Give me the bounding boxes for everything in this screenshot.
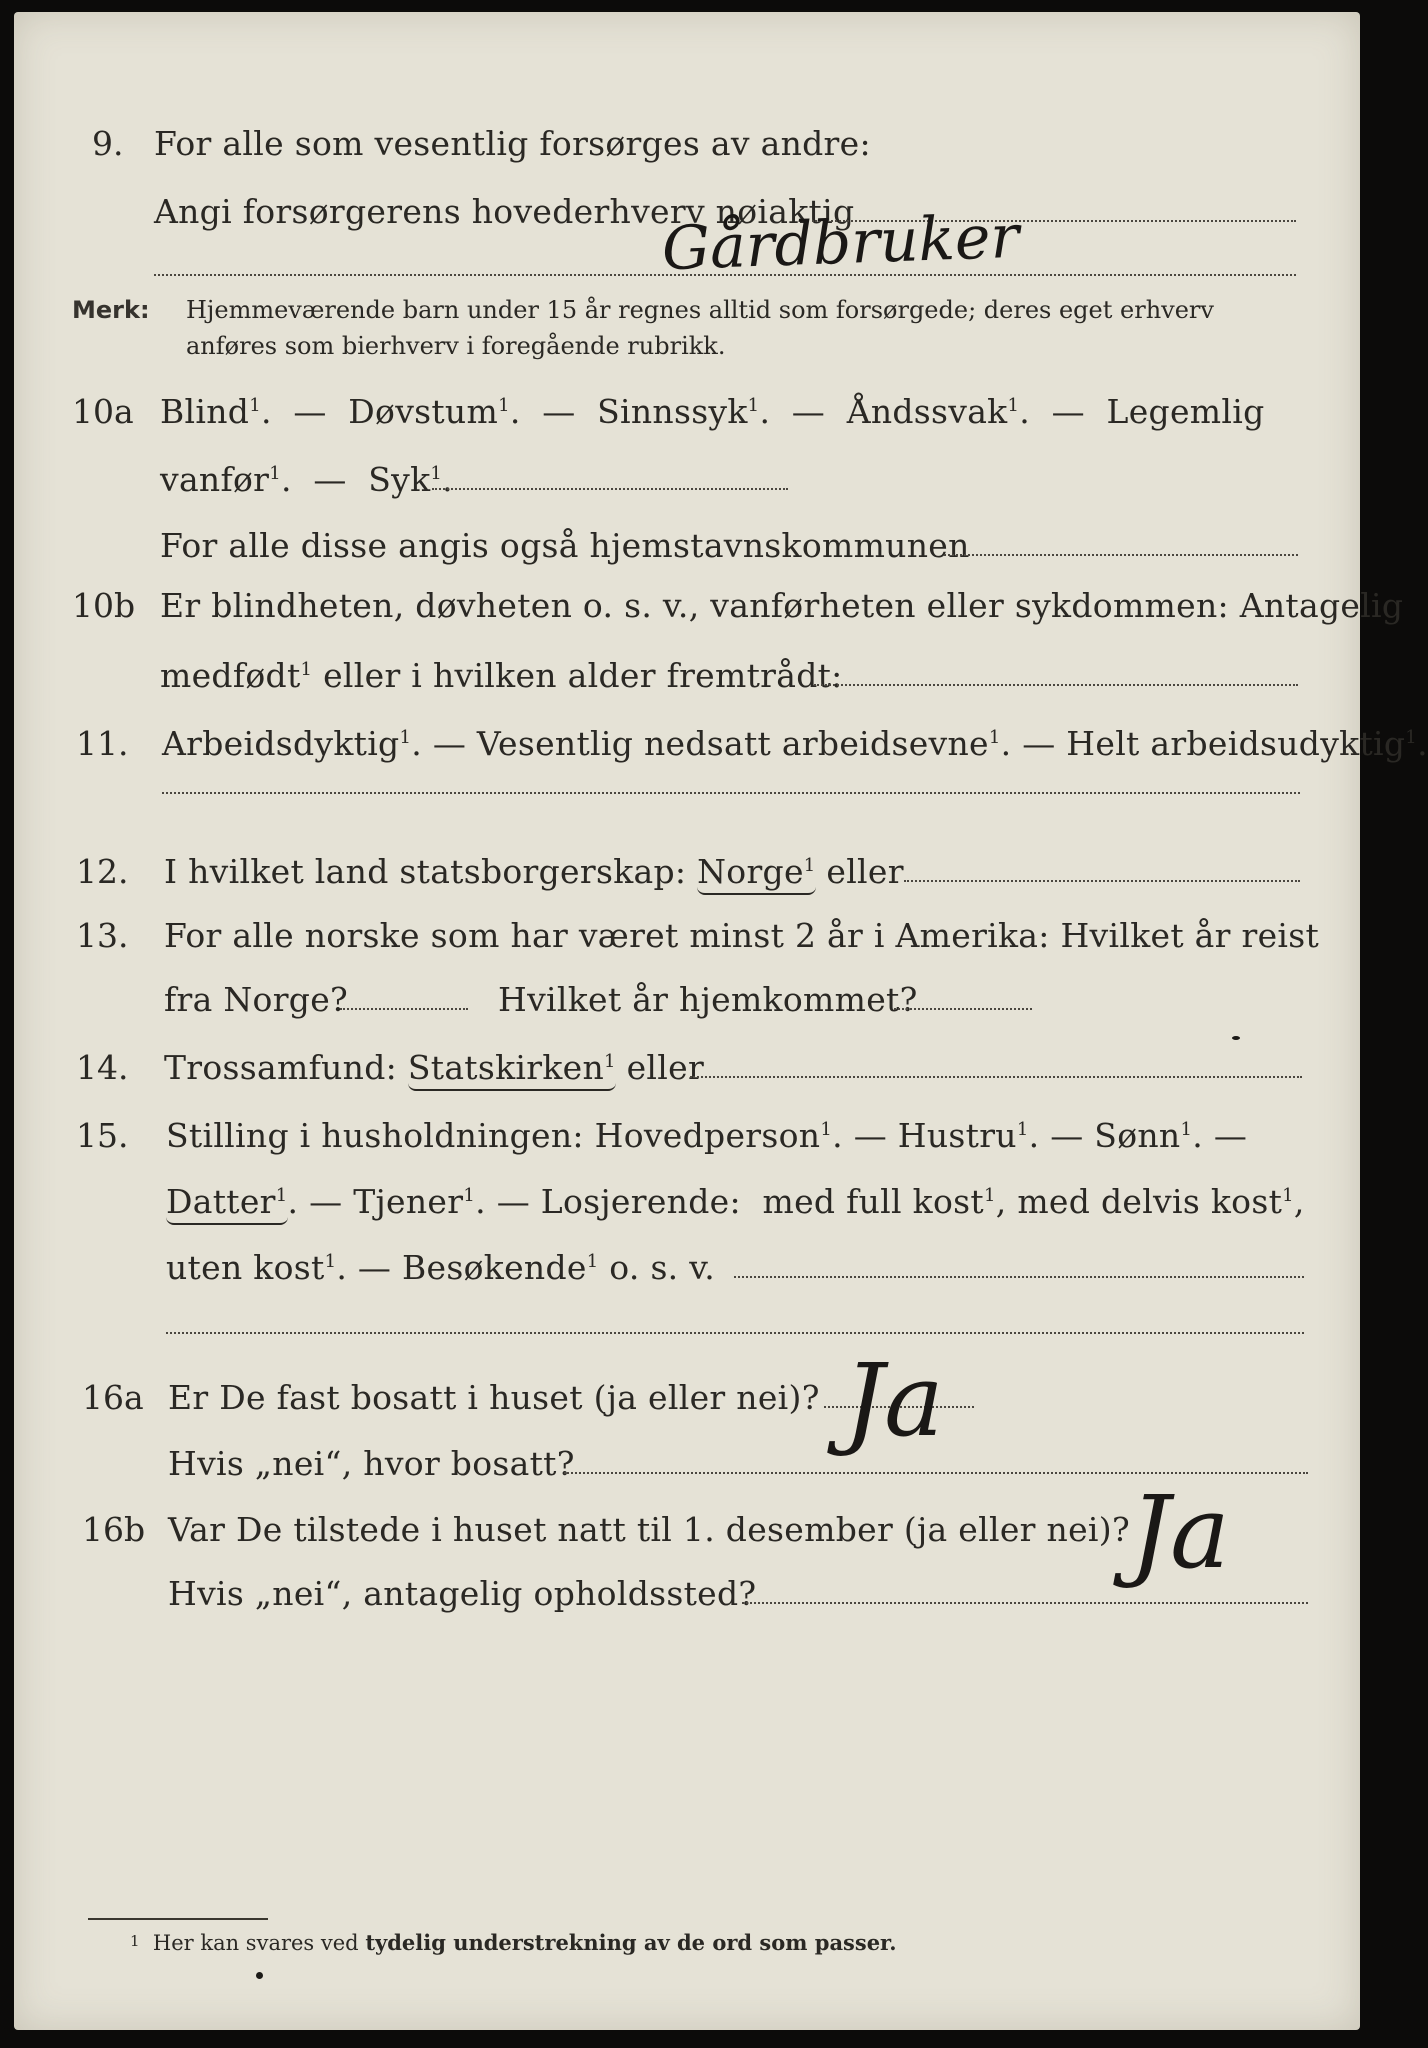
q14-eller: eller: [626, 1048, 705, 1087]
q13-fra: fra Norge?: [164, 980, 349, 1019]
q9-handwritten-answer: Gårdbruker: [660, 201, 1021, 285]
footnote-mark: 1: [130, 1932, 140, 1950]
merk-label: Merk:: [72, 296, 150, 324]
q10a-legemlig: Legemlig: [1106, 392, 1265, 431]
q11-number: 11.: [76, 724, 129, 763]
q15-losjerende: Losjerende:: [540, 1182, 741, 1221]
q10a-syk: Syk: [368, 460, 431, 499]
q15-line1: Stilling i husholdningen: Hovedperson$^1$. — Hustru$^1$. — Sønn$^1$. —: [166, 1116, 1248, 1155]
q15-besokende: Besøkende: [402, 1248, 587, 1287]
q14-answer-line: [690, 1076, 1302, 1078]
q16b-number: 16b: [82, 1510, 146, 1549]
q15-tjener: Tjener: [353, 1182, 464, 1221]
q15-sonn: Sønn: [1094, 1116, 1181, 1155]
q10b-number: 10b: [72, 586, 136, 625]
q15-hustru: Hustru: [897, 1116, 1017, 1155]
q14-statskirken-underlined: Statskirken$^1$: [408, 1048, 616, 1091]
q15-line2: Datter$^1$. — Tjener$^1$. — Losjerende: med full kost$^1$, med delvis kost$^1$,: [166, 1182, 1305, 1221]
q15-uten: uten kost: [166, 1248, 325, 1287]
q15-number: 15.: [76, 1116, 129, 1155]
q10a-dovstum: Døvstum: [348, 392, 499, 431]
q10b-line2: medfødt$^1$ eller i hvilken alder fremtrådt:: [160, 656, 843, 695]
q14-line: [164, 1048, 704, 1087]
footnote: [130, 1930, 897, 1955]
q10a-sinnssyk: Sinnssyk: [597, 392, 748, 431]
q10b-line1: Er blindheten, døvheten o. s. v., vanførheten eller sykdommen: Antagelig: [160, 586, 1404, 625]
q12-eller: eller: [826, 852, 904, 891]
q10a-syk-line: [432, 488, 788, 490]
q14-number: 14.: [76, 1048, 129, 1087]
q10a-line1: Blind$^1$. — Døvstum$^1$. — Sinnssyk$^1$. — Åndssvak$^1$. — Legemlig: [160, 392, 1265, 431]
q12-answer-line: [904, 880, 1300, 882]
q10a-blind: Blind: [160, 392, 250, 431]
q13-hjem: Hvilket år hjemkommet?: [498, 980, 918, 1019]
q12-norge: Norge: [697, 852, 804, 891]
census-form-page: [14, 12, 1428, 2030]
q16a-line2: Hvis „nei“, hvor bosatt?: [168, 1444, 575, 1483]
q12-text: I hvilket land statsborgerskap:: [164, 852, 687, 891]
q10a-vanfor: vanfør: [160, 460, 270, 499]
q9-line2: Angi forsørgerens hovederhverv nøiaktig: [154, 192, 855, 231]
q10b-medfodt: medfødt: [160, 656, 301, 695]
q13-line1: For alle norske som har været minst 2 år i Amerika: Hvilket år reist: [164, 916, 1320, 955]
q12-number: 12.: [76, 852, 129, 891]
merk-line2: anføres som bierhverv i foregående rubrikk.: [186, 332, 726, 360]
ink-speck: [1232, 1036, 1240, 1040]
q13-fra-line: [340, 1008, 468, 1010]
q13-number: 13.: [76, 916, 129, 955]
q15-datter-underlined: Datter$^1$: [166, 1182, 288, 1225]
q16b-line2: Hvis „nei“, antagelig opholdssted?: [168, 1574, 757, 1613]
q11-line: Arbeidsdyktig$^1$. — Vesentlig nedsatt arbeidsevne$^1$. — Helt arbeidsudyktig$^1$.: [162, 724, 1428, 763]
q14-statskirken: Statskirken: [407, 1048, 605, 1087]
q12-norge-underlined: Norge$^1$: [697, 852, 815, 895]
merk-line1: Hjemmeværende barn under 15 år regnes alltid som forsørgede; deres eget erhverv: [186, 296, 1214, 324]
footnote-bold: tydelig understrekning av de ord som passer.: [365, 1930, 897, 1955]
q10b-line2-rest: eller i hvilken alder fremtrådt:: [323, 656, 843, 695]
q10a-number: 10a: [72, 392, 134, 431]
ink-speck: [256, 1972, 263, 1979]
q15-hovedperson: Stilling i husholdningen: Hovedperson: [166, 1116, 821, 1155]
q14-text: Trossamfund:: [164, 1048, 398, 1087]
q11-nedsatt: Vesentlig nedsatt arbeidsevne: [476, 724, 989, 763]
q15-answer-line: [734, 1276, 1304, 1278]
footnote-pre: Her kan svares ved: [152, 1931, 359, 1955]
q9-line1: For alle som vesentlig forsørges av andre:: [154, 124, 871, 163]
q10a-line3: For alle disse angis også hjemstavnskommunen: [160, 526, 970, 565]
q16b-line1: Var De tilstede i huset natt til 1. desember (ja eller nei)?: [168, 1510, 1130, 1549]
q11-udyktig: Helt arbeidsudyktig: [1066, 724, 1406, 763]
q9-number: 9.: [92, 124, 124, 163]
q12-line: [164, 852, 904, 891]
q16b-handwritten-answer: Ja: [1130, 1474, 1230, 1591]
q16a-handwritten-answer: Ja: [844, 1342, 944, 1459]
q15-datter: Datter: [166, 1182, 276, 1221]
q16b-opholdssted-line: [742, 1602, 1308, 1604]
q9-answer-line-2: [154, 274, 1296, 276]
q10a-line2: vanfør$^1$. — Syk$^1$.: [160, 460, 453, 499]
footnote-rule: [88, 1918, 268, 1920]
q15-line3: uten kost$^1$. — Besøkende$^1$ o. s. v.: [166, 1248, 716, 1287]
q13-hjem-line: [894, 1008, 1032, 1010]
q16a-line1: Er De fast bosatt i huset (ja eller nei)?: [168, 1378, 820, 1417]
q15-delvis: med delvis kost: [1017, 1182, 1283, 1221]
q11-arbeidsdyktig: Arbeidsdyktig: [162, 724, 400, 763]
q10a-hjemstavn-line: [944, 554, 1298, 556]
q15-fullkost: med full kost: [762, 1182, 984, 1221]
q11-answer-line: [162, 792, 1300, 794]
q15-osv: o. s. v.: [609, 1248, 716, 1287]
q16a-number: 16a: [82, 1378, 144, 1417]
q15-answer-line-2: [166, 1332, 1304, 1334]
q10b-answer-line: [814, 684, 1298, 686]
q10a-andssvak: Åndssvak: [846, 392, 1008, 431]
